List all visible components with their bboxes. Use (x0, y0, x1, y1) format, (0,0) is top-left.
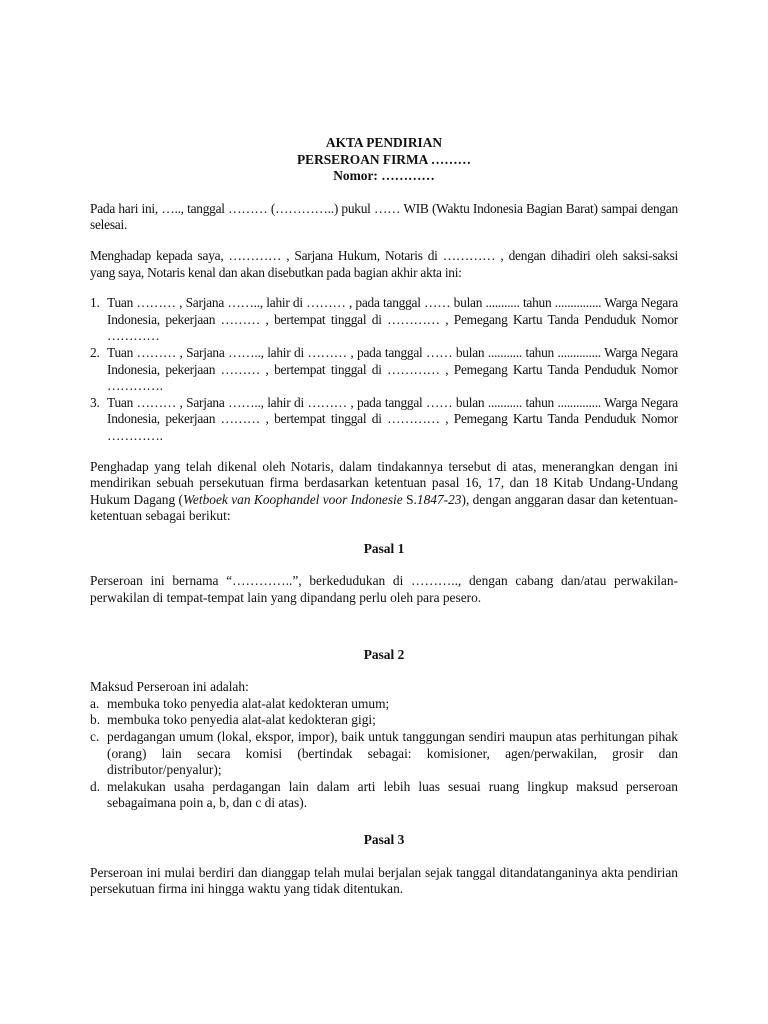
list-item-text: membuka toko penyedia alat-alat kedokteran gigi; (107, 712, 376, 728)
list-item (90, 712, 678, 729)
list-item (90, 295, 678, 345)
pasal-3-text: Perseroan ini mulai berdiri dan dianggap telah mulai berjalan sejak tanggal ditandatanganinya akta pendirian persekutuan firma ini hingga waktu yang tidak ditentukan. (90, 864, 678, 897)
declaration-paragraph (90, 459, 678, 525)
declaration-text-middle: S. (402, 491, 417, 507)
title-line-1: AKTA PENDIRIAN (325, 135, 443, 150)
list-letter: c. (90, 729, 100, 745)
list-item (90, 729, 678, 779)
title-number: Nomor: ………… (333, 168, 435, 184)
list-item-text: membuka toko penyedia alat-alat kedokteran umum; (107, 695, 390, 711)
declaration-italic-ref: 1847-23 (416, 491, 462, 507)
pasal-3-title: Pasal 3 (363, 832, 405, 847)
list-item-text: perdagangan umum (lokal, ekspor, impor), baik untuk tanggungan sendiri maupun atas perhitungan pihak (orang) lain secara komisi (bertindak sebagai: komisioner, agen/perwakilan, grosir dan distributor/penyalur); (107, 729, 678, 778)
declaration-text: Penghadap yang telah dikenal oleh Notaris, dalam tindakannya tersebut di atas, menerangkan dengan ini mendirikan sebuah persekutuan firma berdasarkan ketentuan pasal 16, 17, dan 18 Kitab Undang-Undang Hukum Dagang ( (90, 458, 678, 507)
list-item-text: melakukan usaha perdagangan lain dalam arti lebih luas sesuai ruang lingkup maksud perseroan sebagaimana poin a, b, dan c di atas). (107, 778, 678, 811)
list-item (90, 345, 678, 395)
declaration-italic: Wetboek van Koophandel voor Indonesie (183, 491, 403, 507)
document-body (90, 135, 678, 898)
list-number: 1. (90, 295, 100, 311)
list-letter: d. (90, 778, 101, 794)
pasal-2-intro: Maksud Perseroan ini adalah: (90, 679, 249, 695)
list-item (90, 779, 678, 812)
party-text: Tuan ……… , Sarjana …….., lahir di ……… , pada tanggal …… bulan ........... tahun .............. Warga Negara Indonesia, pekerjaan ……… , bertempat tinggal di ………… , Pemegang Kartu Tanda Penduduk Nomor …………. (107, 394, 678, 443)
list-letter: b. (90, 712, 101, 728)
declaration-text-end: ), dengan anggaran dasar dan ketentuan-ketentuan sebagai berikut: (90, 491, 678, 524)
pasal-1-title: Pasal 1 (363, 540, 405, 556)
list-item (90, 395, 678, 445)
pasal-2-title: Pasal 2 (363, 646, 405, 662)
list-item (90, 696, 678, 713)
party-text: Tuan ……… , Sarjana …….., lahir di ……… , pada tanggal …… bulan ........... tahun .............. Warga Negara Indonesia, pekerjaan ……… , bertempat tinggal di ………… , Pemegang Kartu Tanda Penduduk Nomor …………. (107, 344, 678, 394)
pasal-2-list (90, 696, 678, 812)
pasal-1-text: Perseroan ini bernama “…………..”, berkedudukan di ……….., dengan cabang dan/atau perwakilan-perwakilan di tempat-tempat lain yang dipandang perlu oleh para pesero. (90, 573, 678, 606)
party-text: Tuan ……… , Sarjana …….., lahir di ……… , pada tanggal …… bulan ........... tahun ............... Warga Negara Indonesia, pekerjaan ……… , bertempat tinggal di ………… , Pemegang Kartu Tanda Penduduk Nomor ………… (107, 295, 678, 344)
title-line-2: PERSEROAN FIRMA ……… (296, 151, 472, 167)
list-number: 3. (90, 394, 100, 410)
list-number: 2. (90, 344, 100, 360)
parties-list (90, 295, 678, 444)
list-letter: a. (90, 695, 100, 711)
appearance-paragraph: Menghadap kepada saya, ………… , Sarjana Hukum, Notaris di ………… , dengan dihadiri oleh saksi-saksi yang saya, Notaris kenal dan akan disebutkan pada bagian akhir akta ini: (90, 247, 678, 280)
opening-paragraph: Pada hari ini, ….., tanggal ……… (…………..) pukul …… WIB (Waktu Indonesia Bagian Barat) sampai dengan selesai. (90, 200, 678, 233)
